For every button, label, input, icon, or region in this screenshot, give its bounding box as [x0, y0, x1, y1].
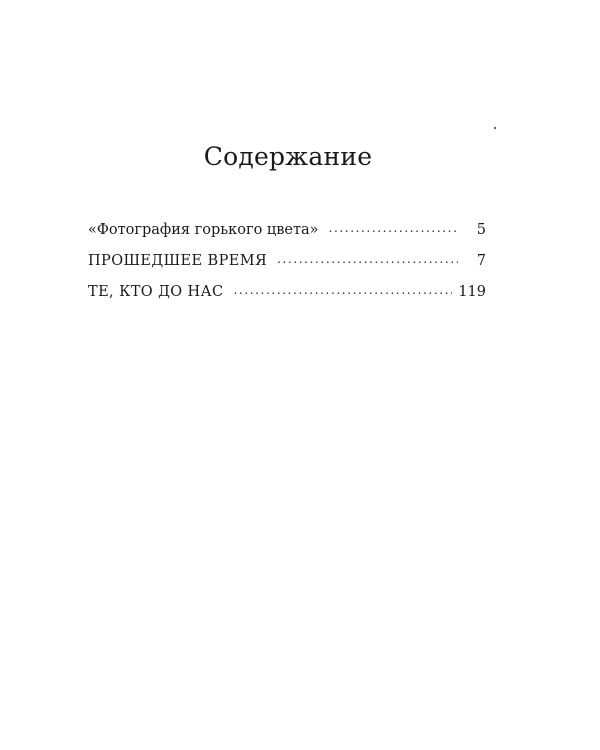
table-of-contents — [88, 222, 486, 315]
toc-entry-page-number: 119 — [458, 284, 486, 300]
toc-entry-past-time — [88, 253, 486, 284]
toc-entry-label: ТЕ, КТО ДО НАС — [88, 284, 224, 300]
toc-entry-page-number: 7 — [476, 253, 486, 269]
toc-entry-photography — [88, 222, 486, 253]
toc-entry-page-number: 5 — [476, 222, 486, 238]
toc-dot-leader — [233, 283, 452, 297]
toc-dot-leader — [329, 221, 458, 235]
toc-entry-label: «Фотография горького цвета» — [88, 222, 319, 238]
toc-entry-those-before-us — [88, 284, 486, 315]
toc-entry-label: ПРОШЕДШЕЕ ВРЕМЯ — [88, 253, 268, 269]
print-speck — [494, 127, 496, 129]
toc-dot-leader — [277, 252, 458, 266]
page-title: Содержание — [203, 142, 373, 171]
